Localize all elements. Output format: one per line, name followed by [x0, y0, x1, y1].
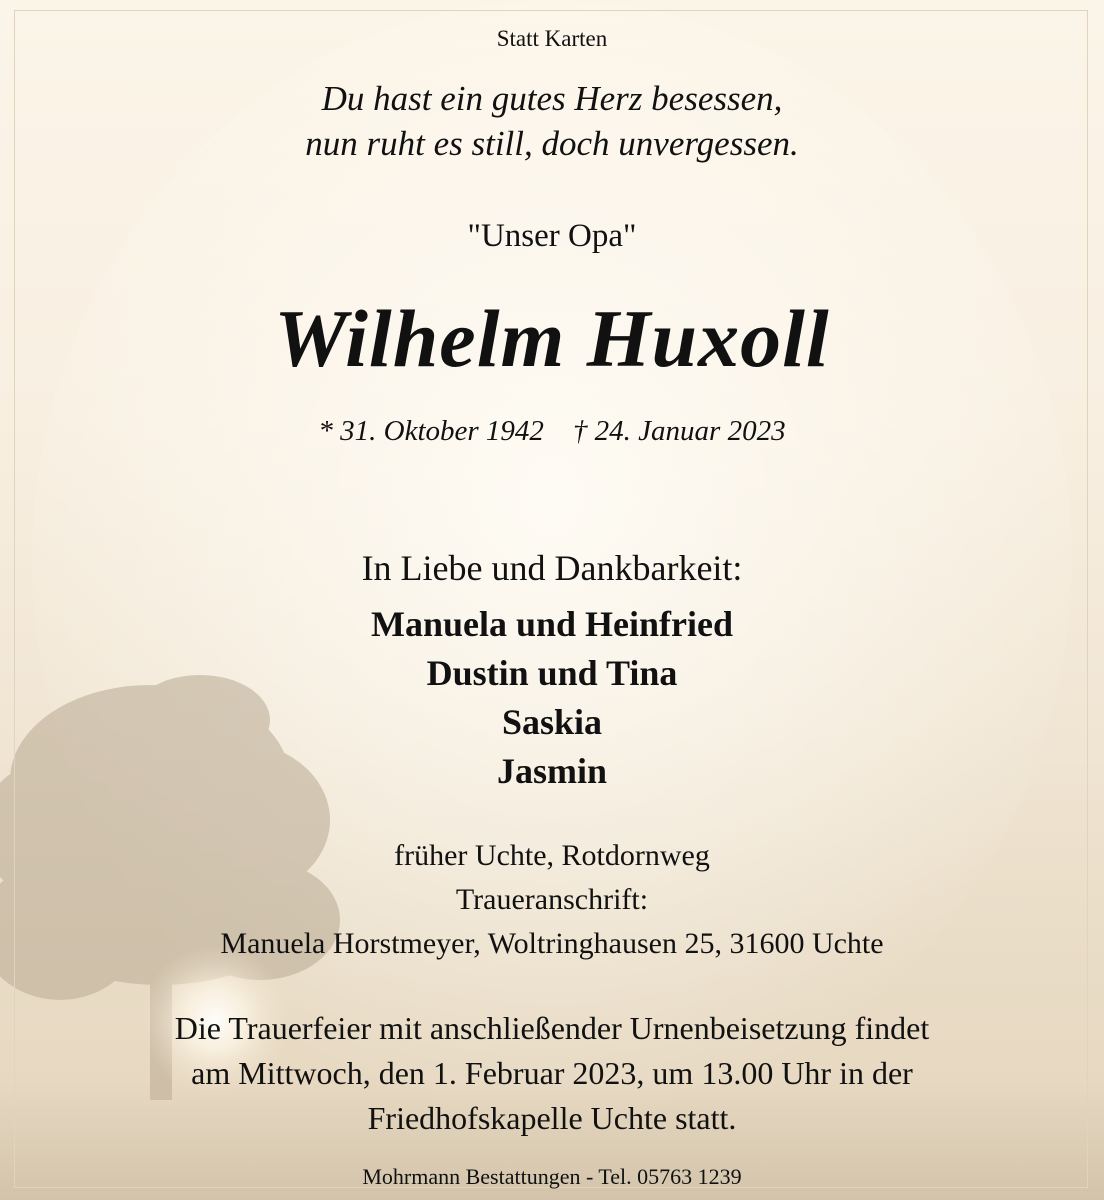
address-line-1: früher Uchte, Rotdornweg	[394, 839, 710, 872]
intro-text: In Liebe und Dankbarkeit:	[361, 548, 743, 588]
life-dates: * 31. Oktober 1942 † 24. Januar 2023	[318, 415, 786, 447]
deceased-name: Wilhelm Huxoll	[274, 293, 830, 384]
family-member: Manuela und Heinfried	[370, 604, 734, 644]
verse-line-1: Du hast ein gutes Herz besessen,	[321, 79, 783, 118]
family-member: Jasmin	[496, 751, 608, 791]
nickname: "Unser Opa"	[467, 218, 637, 254]
family-member: Dustin und Tina	[426, 653, 678, 693]
service-line-1: Die Trauerfeier mit anschließender Urnenbeisetzung findet	[174, 1010, 930, 1046]
service-line-3: Friedhofskapelle Uchte statt.	[367, 1100, 737, 1136]
footer-text: Mohrmann Bestattungen - Tel. 05763 1239	[362, 1164, 742, 1189]
verse-line-2: nun ruht es still, doch unvergessen.	[305, 124, 799, 163]
header-text: Statt Karten	[496, 26, 608, 51]
family-member: Saskia	[501, 702, 603, 742]
address-line-3: Manuela Horstmeyer, Woltringhausen 25, 31600 Uchte	[220, 927, 884, 960]
address-line-2: Traueranschrift:	[455, 883, 649, 916]
service-line-2: am Mittwoch, den 1. Februar 2023, um 13.00 Uhr in der	[191, 1055, 913, 1091]
